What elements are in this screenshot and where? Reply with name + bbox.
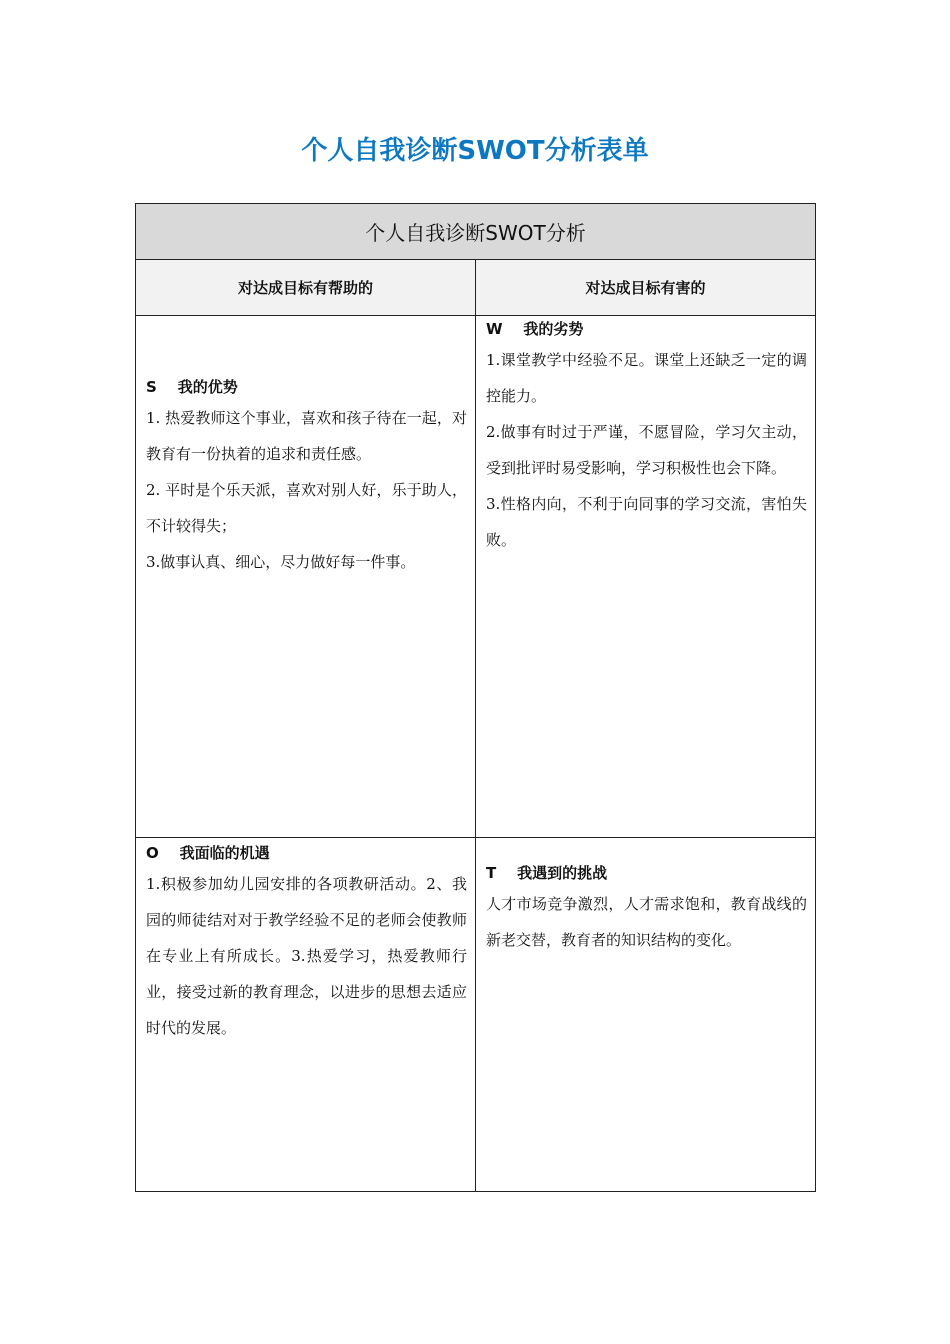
column-header-harmful: 对达成目标有害的	[476, 260, 815, 316]
weaknesses-cell	[476, 316, 815, 838]
strengths-heading: S 我的优势	[146, 378, 238, 396]
column-header-helpful: 对达成目标有帮助的	[136, 260, 476, 316]
threats-cell	[476, 838, 815, 1191]
strength-item: 3.做事认真、细心，尽力做好每一件事。	[146, 553, 416, 571]
document-title: 个人自我诊断SWOT分析表单	[301, 136, 649, 166]
weakness-item: 2.做事有时过于严谨，不愿冒险，学习欠主动，受到批评时易受影响，学习积极性也会下降。	[486, 423, 807, 477]
swot-table	[135, 203, 816, 1192]
opportunities-text: 1.积极参加幼儿园安排的各项教研活动。2、我园的师徒结对对于教学经验不足的老师会使教师在专业上有所成长。3.热爱学习，热爱教师行业，接受过新的教育理念，以进步的思想去适应时代的发展。	[146, 875, 467, 1037]
threats-text: 人才市场竞争激烈，人才需求饱和，教育战线的新老交替，教育者的知识结构的变化。	[486, 895, 807, 949]
weakness-item: 1.课堂教学中经验不足。课堂上还缺乏一定的调控能力。	[486, 351, 807, 405]
table-header: 个人自我诊断SWOT分析	[136, 204, 815, 260]
threats-heading: T 我遇到的挑战	[486, 864, 608, 882]
weakness-item: 3.性格内向，不利于向同事的学习交流，害怕失败。	[486, 495, 807, 549]
opportunities-heading: O 我面临的机遇	[146, 844, 270, 862]
opportunities-cell	[136, 838, 476, 1191]
strength-item: 2. 平时是个乐天派，喜欢对别人好，乐于助人，不计较得失；	[146, 481, 467, 535]
strengths-cell	[136, 316, 476, 838]
weaknesses-heading: W 我的劣势	[486, 320, 584, 338]
strength-item: 1. 热爱教师这个事业，喜欢和孩子待在一起，对教育有一份执着的追求和责任感。	[146, 409, 467, 463]
